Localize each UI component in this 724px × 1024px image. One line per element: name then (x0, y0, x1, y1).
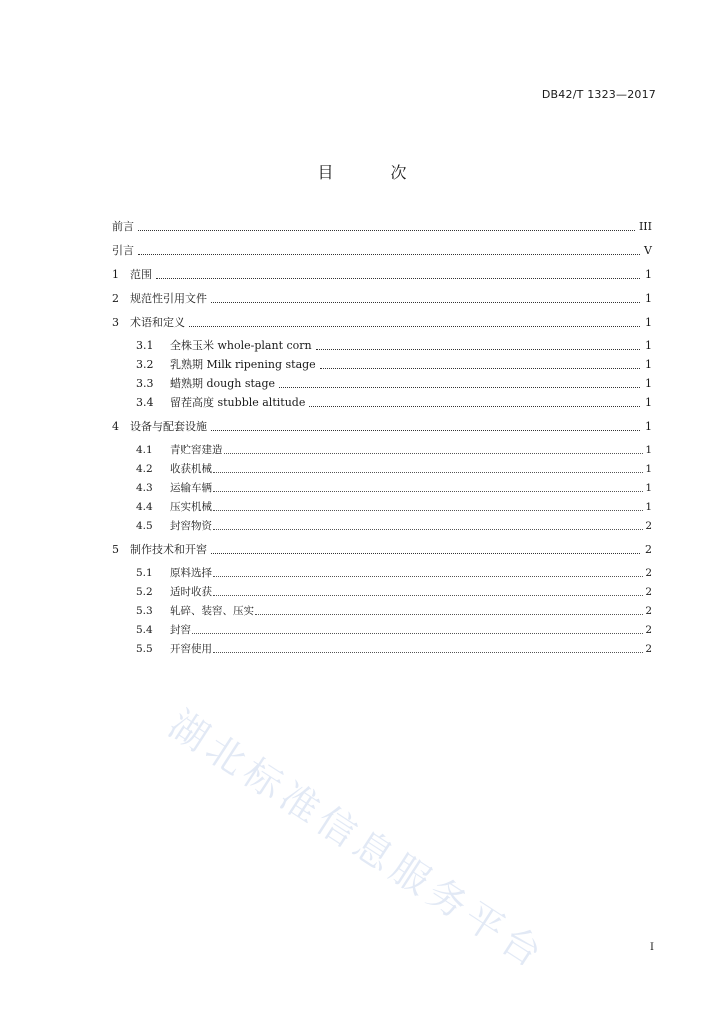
dot-leader (189, 326, 640, 327)
toc-entry-3-2[interactable] (136, 356, 652, 372)
toc-entry-page: 1 (645, 420, 652, 433)
dot-leader (316, 349, 640, 350)
toc-entry-number: 5.4 (136, 624, 153, 636)
toc-entry-3-3[interactable] (136, 375, 652, 391)
toc-entry-label: 制作技术和开窖 (130, 543, 207, 556)
toc-entry-label: 引言 (112, 244, 134, 257)
toc-entry-label: 留茬高度 stubble altitude (170, 396, 306, 409)
toc-entry-page: 1 (645, 501, 652, 513)
toc-entry-label: 术语和定义 (130, 316, 185, 329)
toc-entry-number: 5.1 (136, 567, 153, 579)
toc-entry-label: 开窖使用 (170, 643, 212, 655)
toc-entry-label: 适时收获 (170, 586, 212, 598)
toc-entry-number: 3.3 (136, 377, 154, 390)
toc-entry-4-4[interactable] (136, 498, 652, 514)
toc-entry-label: 收获机械 (170, 463, 212, 475)
toc-entry-page: 1 (645, 358, 652, 371)
dot-leader (213, 510, 643, 511)
toc-entry-2[interactable] (112, 290, 652, 306)
toc-entry-number: 1 (112, 268, 119, 281)
toc-entry-4-2[interactable] (136, 460, 652, 476)
toc-entry-page: 1 (645, 444, 652, 456)
toc-entry-number: 5.3 (136, 605, 153, 617)
toc-entry-5-1[interactable] (136, 564, 652, 580)
toc-entry-number: 4.5 (136, 520, 153, 532)
dot-leader (192, 633, 643, 634)
toc-entry-introduction[interactable] (112, 242, 652, 258)
toc-entry-foreword[interactable] (112, 218, 652, 234)
toc-entry-label: 封窖物资 (170, 520, 212, 532)
dot-leader (213, 652, 643, 653)
toc-entry-3-1[interactable] (136, 337, 652, 353)
toc-entry-5-4[interactable] (136, 621, 652, 637)
toc-entry-3-4[interactable] (136, 394, 652, 410)
toc-title: 目 次 (317, 163, 433, 182)
dot-leader (213, 472, 643, 473)
dot-leader (156, 278, 640, 279)
toc-entry-3[interactable] (112, 314, 652, 330)
toc-entry-number: 3 (112, 316, 119, 329)
document-code: DB42/T 1323—2017 (541, 88, 656, 101)
toc-entry-label: 压实机械 (170, 501, 212, 513)
toc-entry-page: 1 (645, 482, 652, 494)
toc-entry-page: 2 (645, 520, 652, 532)
dot-leader (211, 553, 640, 554)
toc-entry-number: 5.5 (136, 643, 153, 655)
toc-entry-page: V (644, 244, 652, 257)
toc-entry-4-1[interactable] (136, 441, 652, 457)
toc-entry-number: 2 (112, 292, 119, 305)
dot-leader (211, 430, 640, 431)
toc-entry-5-3[interactable] (136, 602, 652, 618)
toc-entry-page: 2 (645, 543, 652, 556)
toc-entry-4[interactable] (112, 418, 652, 434)
toc-entry-page: 2 (645, 567, 652, 579)
dot-leader (279, 387, 640, 388)
toc-entry-number: 5.2 (136, 586, 153, 598)
page-number: I (650, 942, 654, 953)
toc-entry-number: 4 (112, 420, 119, 433)
toc-entry-number: 3.4 (136, 396, 154, 409)
toc-entry-4-5[interactable] (136, 517, 652, 533)
toc-entry-label: 全株玉米 whole-plant corn (170, 339, 312, 352)
toc-entry-number: 4.3 (136, 482, 153, 494)
toc-entry-number: 4.1 (136, 444, 153, 456)
toc-entry-number: 3.1 (136, 339, 154, 352)
dot-leader (138, 230, 635, 231)
toc-entry-label: 乳熟期 Milk ripening stage (170, 358, 316, 371)
toc-entry-page: 1 (645, 377, 652, 390)
toc-entry-number: 4.2 (136, 463, 153, 475)
toc-entry-1[interactable] (112, 266, 652, 282)
toc-entry-page: 1 (645, 396, 652, 409)
toc-entry-page: 2 (645, 605, 652, 617)
toc-entry-5-2[interactable] (136, 583, 652, 599)
toc-entry-label: 封窖 (170, 624, 191, 636)
dot-leader (309, 406, 640, 407)
toc-entry-page: 1 (645, 339, 652, 352)
dot-leader (320, 368, 640, 369)
dot-leader (213, 491, 643, 492)
toc-entry-5[interactable] (112, 541, 652, 557)
toc-entry-number: 5 (112, 543, 119, 556)
dot-leader (213, 529, 643, 530)
dot-leader (211, 302, 640, 303)
toc-entry-number: 3.2 (136, 358, 154, 371)
toc-entry-page: 2 (645, 624, 652, 636)
toc-entry-page: 2 (645, 643, 652, 655)
dot-leader (138, 254, 640, 255)
toc-entry-label: 蜡熟期 dough stage (170, 377, 276, 390)
dot-leader (213, 576, 643, 577)
toc-entry-label: 规范性引用文件 (130, 292, 207, 305)
toc-entry-label: 前言 (112, 220, 134, 233)
toc-entry-label: 轧碎、装窖、压实 (170, 605, 254, 617)
toc-entry-label: 原料选择 (170, 567, 212, 579)
toc-entry-page: III (638, 220, 652, 233)
toc-entry-page: 1 (645, 463, 652, 475)
toc-entry-page: 2 (645, 586, 652, 598)
dot-leader (255, 614, 643, 615)
toc-entry-5-5[interactable] (136, 640, 652, 656)
toc-entry-number: 4.4 (136, 501, 153, 513)
toc-entry-label: 运输车辆 (170, 482, 212, 494)
dot-leader (224, 453, 644, 454)
toc-entry-label: 范围 (130, 268, 152, 281)
toc-entry-page: 1 (645, 292, 652, 305)
toc-entry-4-3[interactable] (136, 479, 652, 495)
dot-leader (213, 595, 643, 596)
toc-entry-label: 设备与配套设施 (130, 420, 207, 433)
toc-entry-label: 青贮窖建造 (170, 444, 223, 456)
toc-entry-page: 1 (645, 268, 652, 281)
watermark: 湖北标准信息服务平台 (161, 701, 555, 979)
toc-entry-page: 1 (645, 316, 652, 329)
